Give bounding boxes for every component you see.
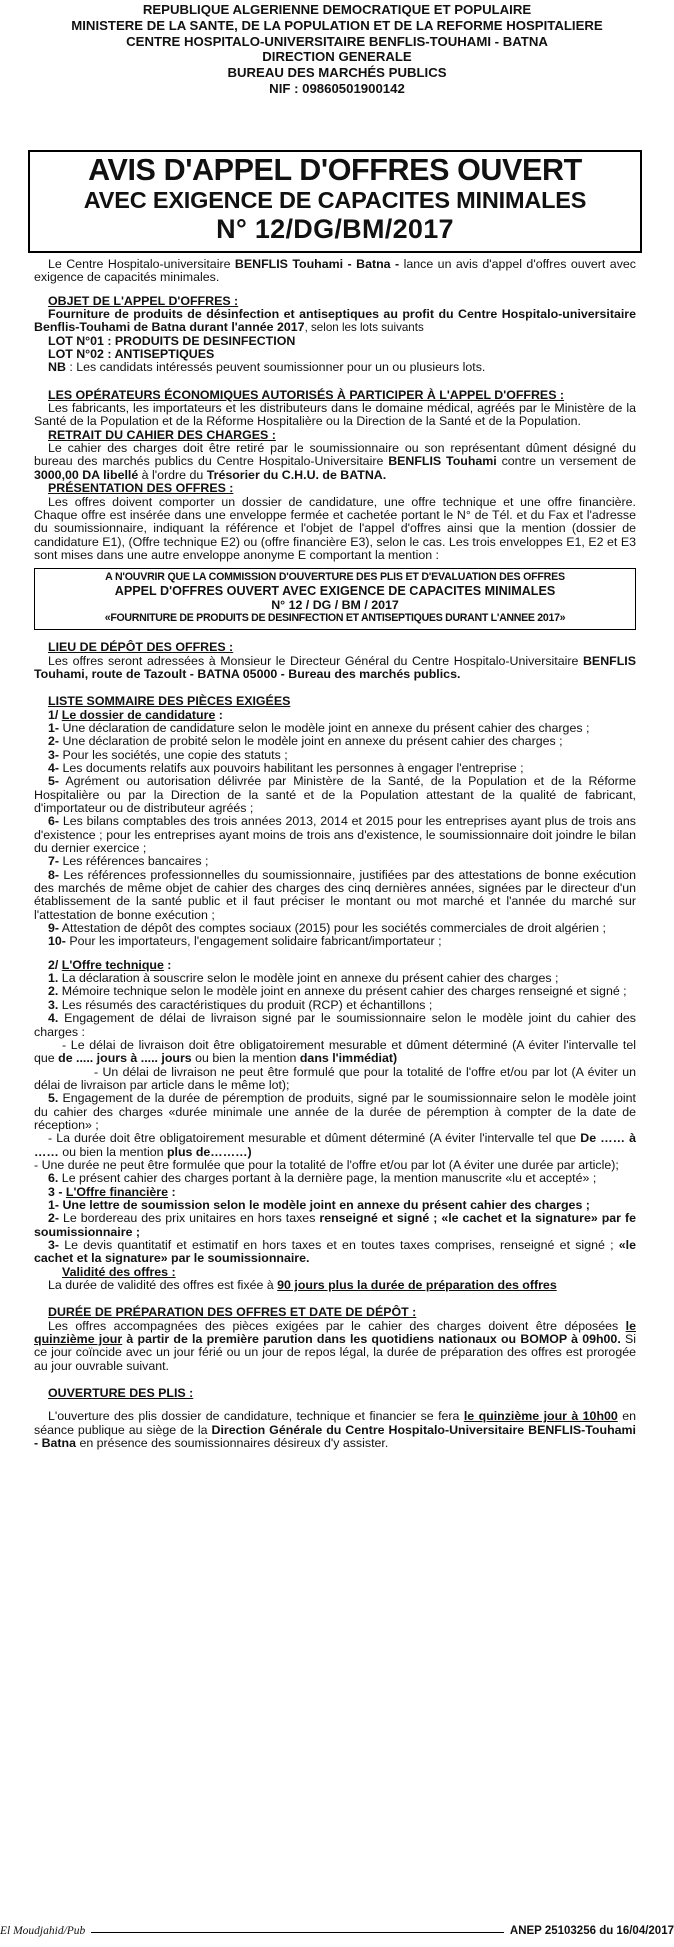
- list-item-text: Une déclaration de candidature selon le modèle joint en annexe du présent cahier des charges ;: [59, 720, 590, 735]
- list-item-text: La déclaration à souscrire selon le modèle joint en annexe du présent cahier des charges ;: [61, 971, 559, 986]
- retrait-t1: Le cahier des charges doit être retiré par le soumissionnaire ou son représentant dûment désigné du bureau des marchés publics du Centre Hospitalo-Universitaire: [34, 441, 636, 469]
- duree-t1c: à partir de la première parution dans les quotidiens nationaux ou BOMOP à 09h00.: [122, 1332, 621, 1347]
- list-item-text: Le bordereau des prix unitaires en hors taxes: [59, 1211, 320, 1226]
- envelope-line-2: APPEL D'OFFRES OUVERT AVEC EXIGENCE DE CAPACITES MINIMALES: [114, 584, 556, 599]
- section-1-colon: :: [215, 707, 223, 722]
- list-item: [34, 855, 636, 868]
- nb-note: [34, 361, 636, 374]
- list-item: 2- Le bordereau des prix unitaires en hors taxes renseigné et signé ; «le cachet et la signature» par fe soumissionnaire ;: [34, 1211, 636, 1239]
- list-item: [34, 722, 636, 735]
- list-item: 1. La déclaration à souscrire selon le modèle joint en annexe du présent cahier des charges ;: [48, 971, 559, 986]
- operateurs-heading: LES OPÉRATEURS ÉCONOMIQUES AUTORISÉS À PARTICIPER À L'APPEL D'OFFRES :: [48, 387, 565, 402]
- list-item-bold: renseigné et signé ; «le cachet et la signature» par fe soumissionnaire ;: [34, 1211, 636, 1239]
- presentation-text: Les offres doivent comporter un dossier de candidature, une offre technique et une offre financière. Chaque offre est insérée dans une enveloppe fermée et cachetée portant le N° de Tél. et du Fax et l'adresse du soumissionnaire, indiquant la référence et l'objet de l'appel d'offres ainsi que la mention (dossier de candidature E1), (Offre technique E2) ou (offre financière E3), selon le cas. Les trois enveloppes E1, E2 et E3 sont mises dans une autre enveloppe anonyme E comportant la mention :: [34, 494, 636, 562]
- ouverture-t1b: le quinzième jour à 10h00: [463, 1409, 618, 1424]
- header-line: NIF : 09860501900142: [269, 80, 405, 96]
- subitem-text: - La durée doit être obligatoirement mesurable et dûment déterminé (A éviter l'intervalle tel que: [48, 1131, 581, 1146]
- subitem-bold: dans l'immédiat): [299, 1051, 398, 1066]
- nb-label: NB: [48, 360, 66, 375]
- header-line: MINISTERE DE LA SANTE, DE LA POPULATION ET DE LA REFORME HOSPITALIERE: [71, 17, 603, 33]
- duree-heading: DURÉE DE PRÉPARATION DES OFFRES ET DATE DE DÉPÔT :: [48, 1305, 417, 1320]
- section-3-title: [34, 1186, 636, 1199]
- list-item-text: Mémoire technique selon le modèle joint en annexe du présent cahier des charges renseigné et signé ;: [61, 984, 627, 999]
- subitem-text: - Le délai de livraison doit être obligatoirement mesurable et dûment déterminé (A éviter l'intervalle tel que: [34, 1037, 636, 1066]
- subitem-text: ou bien la mention: [58, 1144, 167, 1159]
- header-line: BUREAU DES MARCHÉS PUBLICS: [227, 65, 447, 81]
- subitem-bold: plus de………): [166, 1144, 252, 1159]
- objet-heading: OBJET DE L'APPEL D'OFFRES :: [48, 293, 239, 308]
- validite-t2: 90 jours plus la durée de préparation des offres: [277, 1278, 557, 1293]
- list-item-text: Le présent cahier des charges portant à la dernière page, la mention manuscrite «lu et accepté» ;: [61, 1171, 597, 1186]
- list-item-text: Pour les sociétés, une copie des statuts ;: [59, 747, 288, 762]
- list-item-number: 6-: [48, 814, 60, 829]
- list-item: [34, 869, 636, 922]
- objet-text: [34, 308, 636, 335]
- retrait-t2: contre un versement de: [496, 454, 636, 469]
- retrait-t2b: 3000,00 DA libellé: [34, 467, 139, 482]
- list-item: 3. Les résumés des caractéristiques du produit (RCP) et échantillons ;: [48, 997, 433, 1012]
- list-item-text: Les bilans comptables des trois années 2013, 2014 et 2015 pour les entreprises ayant plus de trois ans d'existence ; pour les entreprises ayant moins de trois ans d'existence, le soumissionnaire doit joindre le bilan du dernier exercice ;: [34, 814, 636, 856]
- section-1-title: [34, 709, 636, 722]
- section-3-num: 3 -: [48, 1184, 66, 1199]
- ouverture-t1c: en séance publique au siège de la: [34, 1409, 636, 1437]
- lieu-t1b: BENFLIS Touhami, route de Tazoult - BATNA 05000 - Bureau des marchés publics.: [34, 653, 636, 681]
- list-item-text: Engagement de délai de livraison signé par le soumissionnaire selon le modèle joint du cahier des charges :: [34, 1011, 636, 1039]
- envelope-line-1: A N'OUVRIR QUE LA COMMISSION D'OUVERTURE DES PLIS ET D'EVALUATION DES OFFRES: [105, 571, 565, 584]
- objet-suffix: , selon les lots suivants: [304, 321, 424, 335]
- list-item-number: 2-: [48, 734, 60, 749]
- subitem-bold: de ..... jours à ..... jours: [58, 1051, 192, 1066]
- list-item-text: Pour les importateurs, l'engagement solidaire fabricant/importateur ;: [65, 934, 442, 949]
- list-item-text: Une déclaration de probité selon le modèle joint en annexe du présent cahier des charges ;: [59, 734, 563, 749]
- objet-bold: Fourniture de produits de désinfection et antiseptiques au profit du Centre Hospitalo-universitaire Benflis-Touhami de Batna durant l'année 2017: [34, 307, 636, 335]
- nb-text: : Les candidats intéressés peuvent soumissionner pour un ou plusieurs lots.: [65, 360, 486, 375]
- subitem-bold: De …… à ……: [34, 1131, 636, 1159]
- retrait-t3b: Trésorier du C.H.U. de BATNA.: [206, 467, 387, 482]
- list-item-number: 9-: [48, 921, 60, 936]
- retrait-t3: à l'ordre du: [138, 467, 207, 482]
- list-item: 5. Engagement de la durée de péremption de produits, signé par le soumissionnaire selon le modèle joint du cahier des charges «durée minimale une année de la durée de péremption à compter de la date de réception» ;: [34, 1091, 636, 1132]
- section-1-list: [34, 722, 636, 949]
- envelope-line-4: «FOURNITURE DE PRODUITS DE DESINFECTION ET ANTISEPTIQUES DURANT L'ANNEE 2017»: [104, 612, 566, 625]
- list-item-number: 10-: [48, 934, 66, 949]
- header-block: [0, 2, 674, 97]
- list-item-number: 1-: [48, 720, 60, 735]
- intro-institution: BENFLIS Touhami - Batna -: [234, 257, 400, 271]
- list-item-text: Attestation de dépôt des comptes sociaux (2015) pour les sociétés commerciales de droit algérien ;: [59, 921, 606, 936]
- list-item-text: Les résumés des caractéristiques du produit (RCP) et échantillons ;: [61, 997, 433, 1012]
- list-item: 1- Une lettre de soumission selon le modèle joint en annexe du présent cahier des charges ;: [48, 1197, 590, 1212]
- intro-text-end: lance un avis d'appel d'offres ouvert avec exigence de capacités minimales.: [34, 257, 636, 285]
- ouverture-t1d: Direction Générale du Centre Hospitalo-Universitaire BENFLIS-Touhami - Batna: [34, 1422, 636, 1451]
- footer-anep-ref: ANEP 25103256 du 16/04/2017: [504, 1925, 674, 1937]
- ouverture-t1: L'ouverture des plis dossier de candidature, technique et financier se fera: [48, 1409, 464, 1424]
- list-item-number: 8-: [48, 867, 60, 882]
- section-3-colon: :: [168, 1184, 176, 1199]
- subitem-text: ou bien la mention: [191, 1051, 300, 1066]
- duree-t1b: le quinzième jour: [34, 1318, 636, 1347]
- section-3-label: L'Offre financière: [65, 1184, 169, 1199]
- validite-text: [34, 1279, 636, 1292]
- list-item: [34, 935, 636, 948]
- title-line-2: AVEC EXIGENCE DE CAPACITES MINIMALES: [83, 187, 587, 213]
- list-item: [34, 735, 636, 748]
- duree-text: [34, 1320, 636, 1373]
- list-item-number: 4-: [48, 760, 60, 775]
- list-item: 2. Mémoire technique selon le modèle joint en annexe du présent cahier des charges renseigné et signé ;: [48, 984, 627, 999]
- presentation-heading: PRÉSENTATION DES OFFRES :: [48, 481, 234, 496]
- list-item-text: Le devis quantitatif et estimatif en hors taxes et en toutes taxes comprises, renseigné et signé ;: [59, 1238, 619, 1252]
- section-1-num: 1/: [48, 707, 62, 722]
- section-2-title: [34, 959, 636, 972]
- list-item-number: 5-: [48, 774, 60, 789]
- validite-t1: La durée de validité des offres est fixée à: [48, 1278, 278, 1293]
- liste-heading: LISTE SOMMAIRE DES PIÈCES EXIGÉES: [48, 694, 291, 709]
- lot-1: LOT N°01 : PRODUITS DE DESINFECTION: [48, 333, 296, 348]
- lieu-heading: LIEU DE DÉPÔT DES OFFRES :: [48, 640, 234, 655]
- lieu-text: [34, 655, 636, 682]
- list-item: [34, 815, 636, 855]
- list-subitem: - Une durée ne peut être formulée que pour la totalité de l'offre et/ou par lot (A éviter une durée par article);: [34, 1157, 619, 1172]
- list-item: [34, 922, 636, 935]
- list-item: 6. Le présent cahier des charges portant à la dernière page, la mention manuscrite «lu et accepté» ;: [48, 1171, 597, 1186]
- footer-publication: El Moudjahid/Pub: [0, 1925, 91, 1937]
- lot-2: LOT N°02 : ANTISEPTIQUES: [48, 347, 215, 362]
- section-2-colon: :: [163, 957, 172, 972]
- retrait-t1b: BENFLIS Touhami: [388, 454, 497, 469]
- list-item: 4. Engagement de délai de livraison signé par le soumissionnaire selon le modèle joint du cahier des charges :: [34, 1011, 636, 1039]
- notice-body: [34, 258, 636, 1450]
- header-line: REPUBLIQUE ALGERIENNE DEMOCRATIQUE ET POPULAIRE: [142, 2, 532, 17]
- title-line-3: N° 12/DG/BM/2017: [216, 214, 454, 244]
- list-item: 3- Le devis quantitatif et estimatif en hors taxes et en toutes taxes comprises, renseigné et signé ; «le cachet et la signature» par le soumissionnaire.: [34, 1238, 636, 1266]
- ouverture-heading: OUVERTURE DES PLIS :: [48, 1386, 194, 1401]
- operateurs-text: Les fabricants, les importateurs et les distributeurs dans le domaine médical, agréés par le Ministère de la Santé de la Population et de la Réforme Hospitalière ou la Direction de la Santé et de la Population.: [34, 401, 636, 429]
- validite-heading: Validité des offres :: [62, 1264, 176, 1279]
- list-item-text: Les documents relatifs aux pouvoirs habilitant les personnes à engager l'entreprise ;: [59, 760, 524, 775]
- list-item-text: Engagement de la durée de péremption de produits, signé par le soumissionnaire selon le modèle joint du cahier des charges «durée minimale une année de la durée de péremption à compter de la date de réception» ;: [34, 1091, 636, 1132]
- section-1-label: Le dossier de candidature: [61, 707, 216, 722]
- intro-paragraph: [34, 258, 636, 285]
- envelope-mention-box: [34, 568, 636, 630]
- duree-t1: Les offres accompagnées des pièces exigées par le cahier des charges doivent être déposées: [48, 1318, 626, 1333]
- list-item: [34, 762, 636, 775]
- section-2-label: L'Offre technique: [61, 957, 164, 972]
- retrait-text: [34, 442, 636, 482]
- list-item-bold: «le cachet et la signature» par le soumissionnaire.: [34, 1238, 636, 1266]
- title-line-1: AVIS D'APPEL D'OFFRES OUVERT: [88, 153, 582, 187]
- list-subitem: [34, 1132, 636, 1159]
- footer: [0, 1924, 674, 1947]
- duree-t1d: Si ce jour coïncide avec un jour férié ou un jour de repos légal, la durée de préparation des offres est prorogée au jour ouvrable suivant.: [34, 1332, 636, 1373]
- list-item: [34, 749, 636, 762]
- list-item-text: Les références professionnelles du soumissionnaire, justifiées par des attestations de bonne exécution des marchés de même objet de cahier des charges des cinq dernières années, signées par le directeur d'un établissement de la santé public et il faut préciser le montant ou mot marché et l'année du marché sur l'attestation de bonne exécution ;: [34, 867, 636, 922]
- header-line: DIRECTION GENERALE: [262, 49, 412, 65]
- list-item: [34, 775, 636, 815]
- list-item-number: 3-: [48, 747, 60, 762]
- title-box: [28, 150, 642, 253]
- ouverture-text: [34, 1410, 636, 1450]
- list-item-text: Les références bancaires ;: [59, 854, 209, 869]
- list-subitem: - Un délai de livraison ne peut être formulé que pour la totalité de l'offre et/ou par lot (A éviter un délai de livraison par article dans le même lot);: [34, 1064, 636, 1092]
- section-2-num: 2/: [48, 957, 62, 972]
- list-item-text: Agrément ou autorisation délivrée par Ministère de la Santé, de la Population et de la Réforme Hospitalière ou par la Direction de la santé et de la Population attestant de la qualité de fabricant, d'importateur ou de distributeur agréés ;: [34, 774, 636, 815]
- retrait-heading: RETRAIT DU CAHIER DES CHARGES :: [48, 427, 276, 442]
- intro-text: Le Centre Hospitalo-universitaire: [48, 257, 235, 271]
- ouverture-t1e: en présence des soumissionnaires désireux d'y assister.: [76, 1436, 389, 1451]
- list-subitem: [34, 1039, 636, 1066]
- lieu-t1: Les offres seront adressées à Monsieur le Directeur Général du Centre Hospitalo-Universitaire: [48, 653, 583, 668]
- header-line: CENTRE HOSPITALO-UNIVERSITAIRE BENFLIS-TOUHAMI - BATNA: [126, 33, 548, 49]
- list-item-number: 7-: [48, 854, 60, 869]
- envelope-line-3: N° 12 / DG / BM / 2017: [271, 598, 399, 613]
